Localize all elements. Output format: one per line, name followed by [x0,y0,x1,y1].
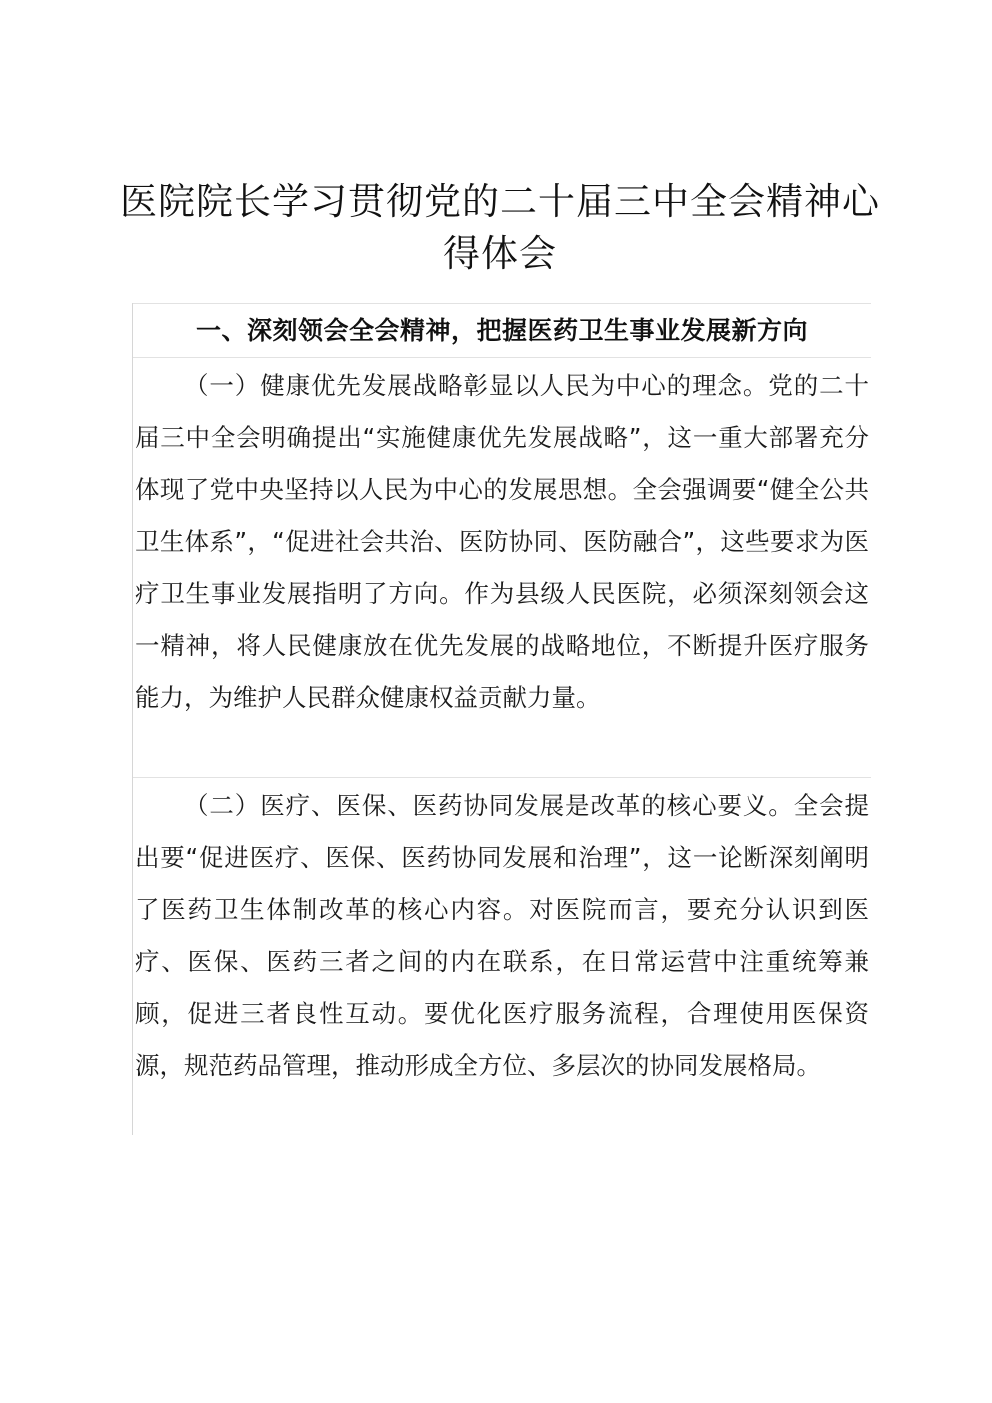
section-heading: 一、深刻领会全会精神，把握医药卫生事业发展新方向 [195,316,808,345]
paragraph-row [133,777,871,1142]
document-title: 医院院长学习贯彻党的二十届三中全会精神心得体会 [120,180,880,275]
paragraph-2: （二）医疗、医保、医药协同发展是改革的核心要义。全会提出要“促进医疗、医保、医药协同发展和治理”，这一论断深刻阐明了医药卫生体制改革的核心内容。对医院而言，要充分认识到医疗、医保、医药三者之间的内在联系，在日常运营中注重统筹兼顾，促进三者良性互动。要优化医疗服务流程，合理使用医保资源，规范药品管理，推动形成全方位、多层次的协同发展格局。 [135,791,869,1080]
document-body [132,303,871,1135]
paragraph-row [133,357,871,777]
paragraph-1: （一）健康优先发展战略彰显以人民为中心的理念。党的二十届三中全会明确提出“实施健康优先发展战略”，这一重大部署充分体现了党中央坚持以人民为中心的发展思想。全会强调要“健全公共卫生体系”，“促进社会共治、医防协同、医防融合”，这些要求为医疗卫生事业发展指明了方向。作为县级人民医院，必须深刻领会这一精神，将人民健康放在优先发展的战略地位，不断提升医疗服务能力，为维护人民群众健康权益贡献力量。 [135,371,869,712]
section-heading-row [133,303,871,357]
